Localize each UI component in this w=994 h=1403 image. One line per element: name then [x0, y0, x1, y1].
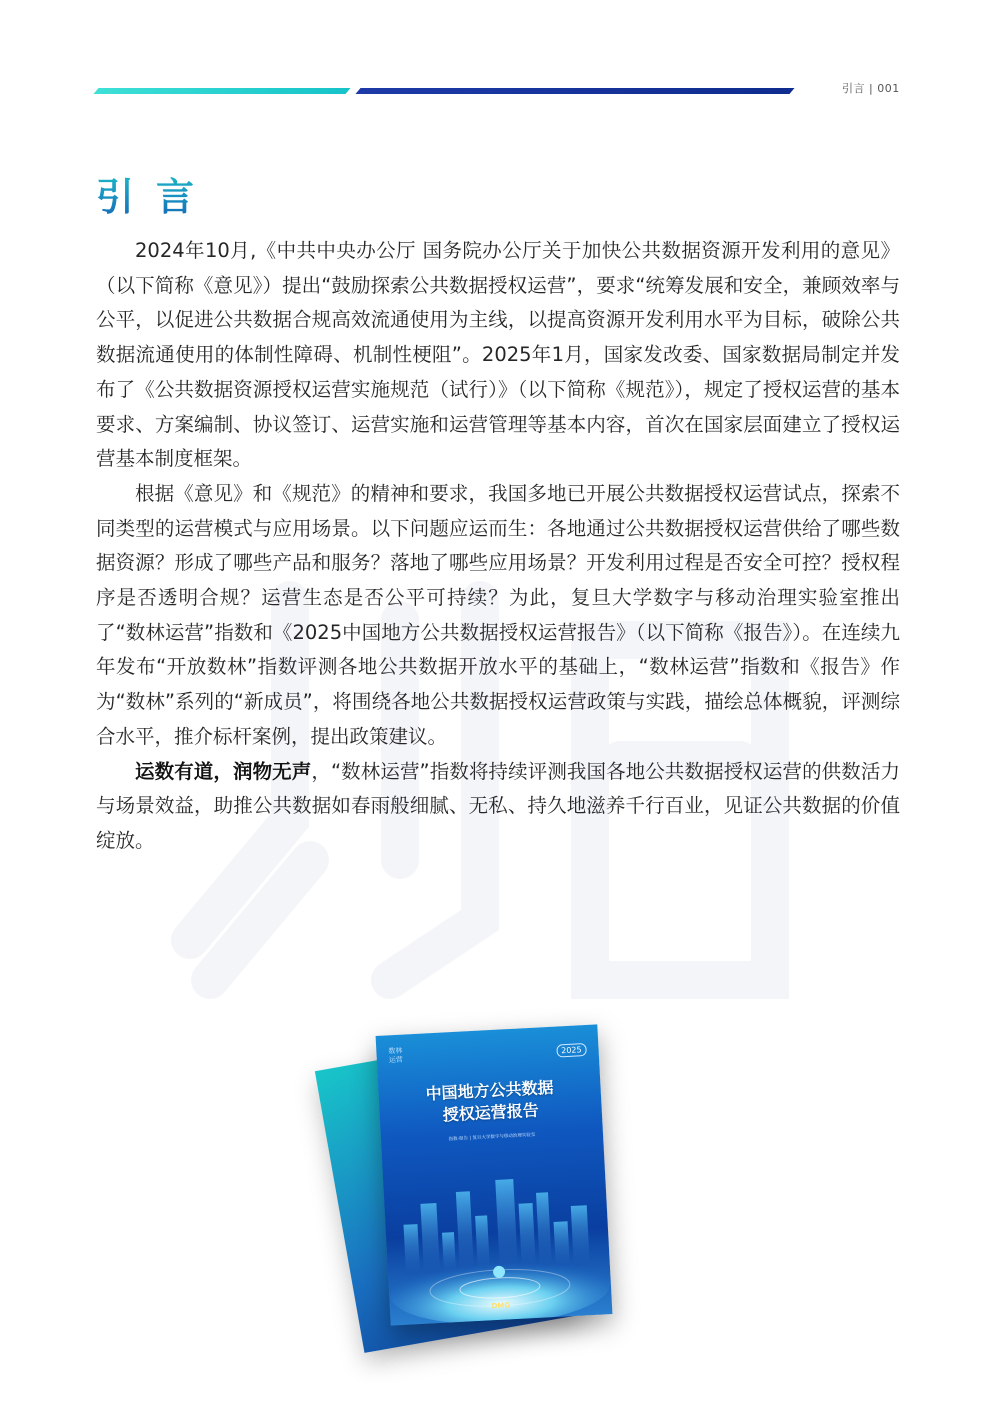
page-title: 引言 — [96, 166, 216, 221]
paragraph-3-emphasis: 运数有道，润物无声 — [135, 759, 312, 783]
cover-year-badge: 2025 — [556, 1043, 587, 1058]
article-body — [96, 234, 900, 859]
paragraph-3-text: ，“数林运营”指数将持续评测我国各地公共数据授权运营的供数活力与场景效益，助推公共数据如春雨般细腻、无私、持久地滋养千行百业，见证公共数据的价值绽放。 — [96, 759, 900, 852]
cover-publisher-logo: DMG — [491, 1301, 511, 1311]
cover-logo: 数林 运营 — [388, 1046, 404, 1065]
cover-subtitle: 指数·报告 | 复旦大学数字与移动治理实验室 — [448, 1132, 536, 1143]
paragraph-1 — [96, 234, 900, 477]
cover-title — [378, 1074, 602, 1130]
paragraph-2-text: 根据《意见》和《规范》的精神和要求，我国多地已开展公共数据授权运营试点，探索不同类型的运营模式与应用场景。以下问题应运而生：各地通过公共数据授权运营供给了哪些数据资源？形成了哪些产品和服务？落地了哪些应用场景？开发利用过程是否安全可控？授权程序是否透明合规？运营生态是否公平可持续？为此，复旦大学数字与移动治理实验室推出了“数林运营”指数和《2025中国地方公共数据授权运营报告》（以下简称《报告》）。在连续九年发布“开放数林”指数评测各地公共数据开放水平的基础上，“数林运营”指数和《报告》作为“数林”系列的“新成员”，将围绕各地公共数据授权运营政策与实践，描绘总体概貌，评测综合水平，推介标杆案例，提出政策建议。 — [96, 481, 900, 748]
header-accent-bar-teal — [93, 88, 350, 94]
cover-title-line-2: 授权运营报告 — [442, 1100, 540, 1125]
header-accent-bar-navy — [355, 88, 794, 94]
page-label: 引言 | 001 — [842, 82, 900, 95]
cover-title-line-1: 中国地方公共数据 — [425, 1077, 554, 1104]
report-cover — [376, 1024, 613, 1325]
paragraph-3 — [96, 755, 900, 859]
paragraph-2 — [96, 477, 900, 755]
paragraph-1-text: 2024年10月,《中共中央办公厅 国务院办公厅关于加快公共数据资源开发利用的意见》（以下简称《意见》）提出“鼓励探索公共数据授权运营”，要求“统筹发展和安全，兼顾效率与公平，以促进公共数据合规高效流通使用为主线，以提高资源开发利用水平为目标，破除公共数据流通使用的体制性障碍、机制性梗阻”。2025年1月，国家发改委、国家数据局制定并发布了《公共数据资源授权运营实施规范（试行）》（以下简称《规范》），规定了授权运营的基本要求、方案编制、协议签订、运营实施和运营管理等基本内容，首次在国家层面建立了授权运营基本制度框架。 — [96, 239, 900, 471]
